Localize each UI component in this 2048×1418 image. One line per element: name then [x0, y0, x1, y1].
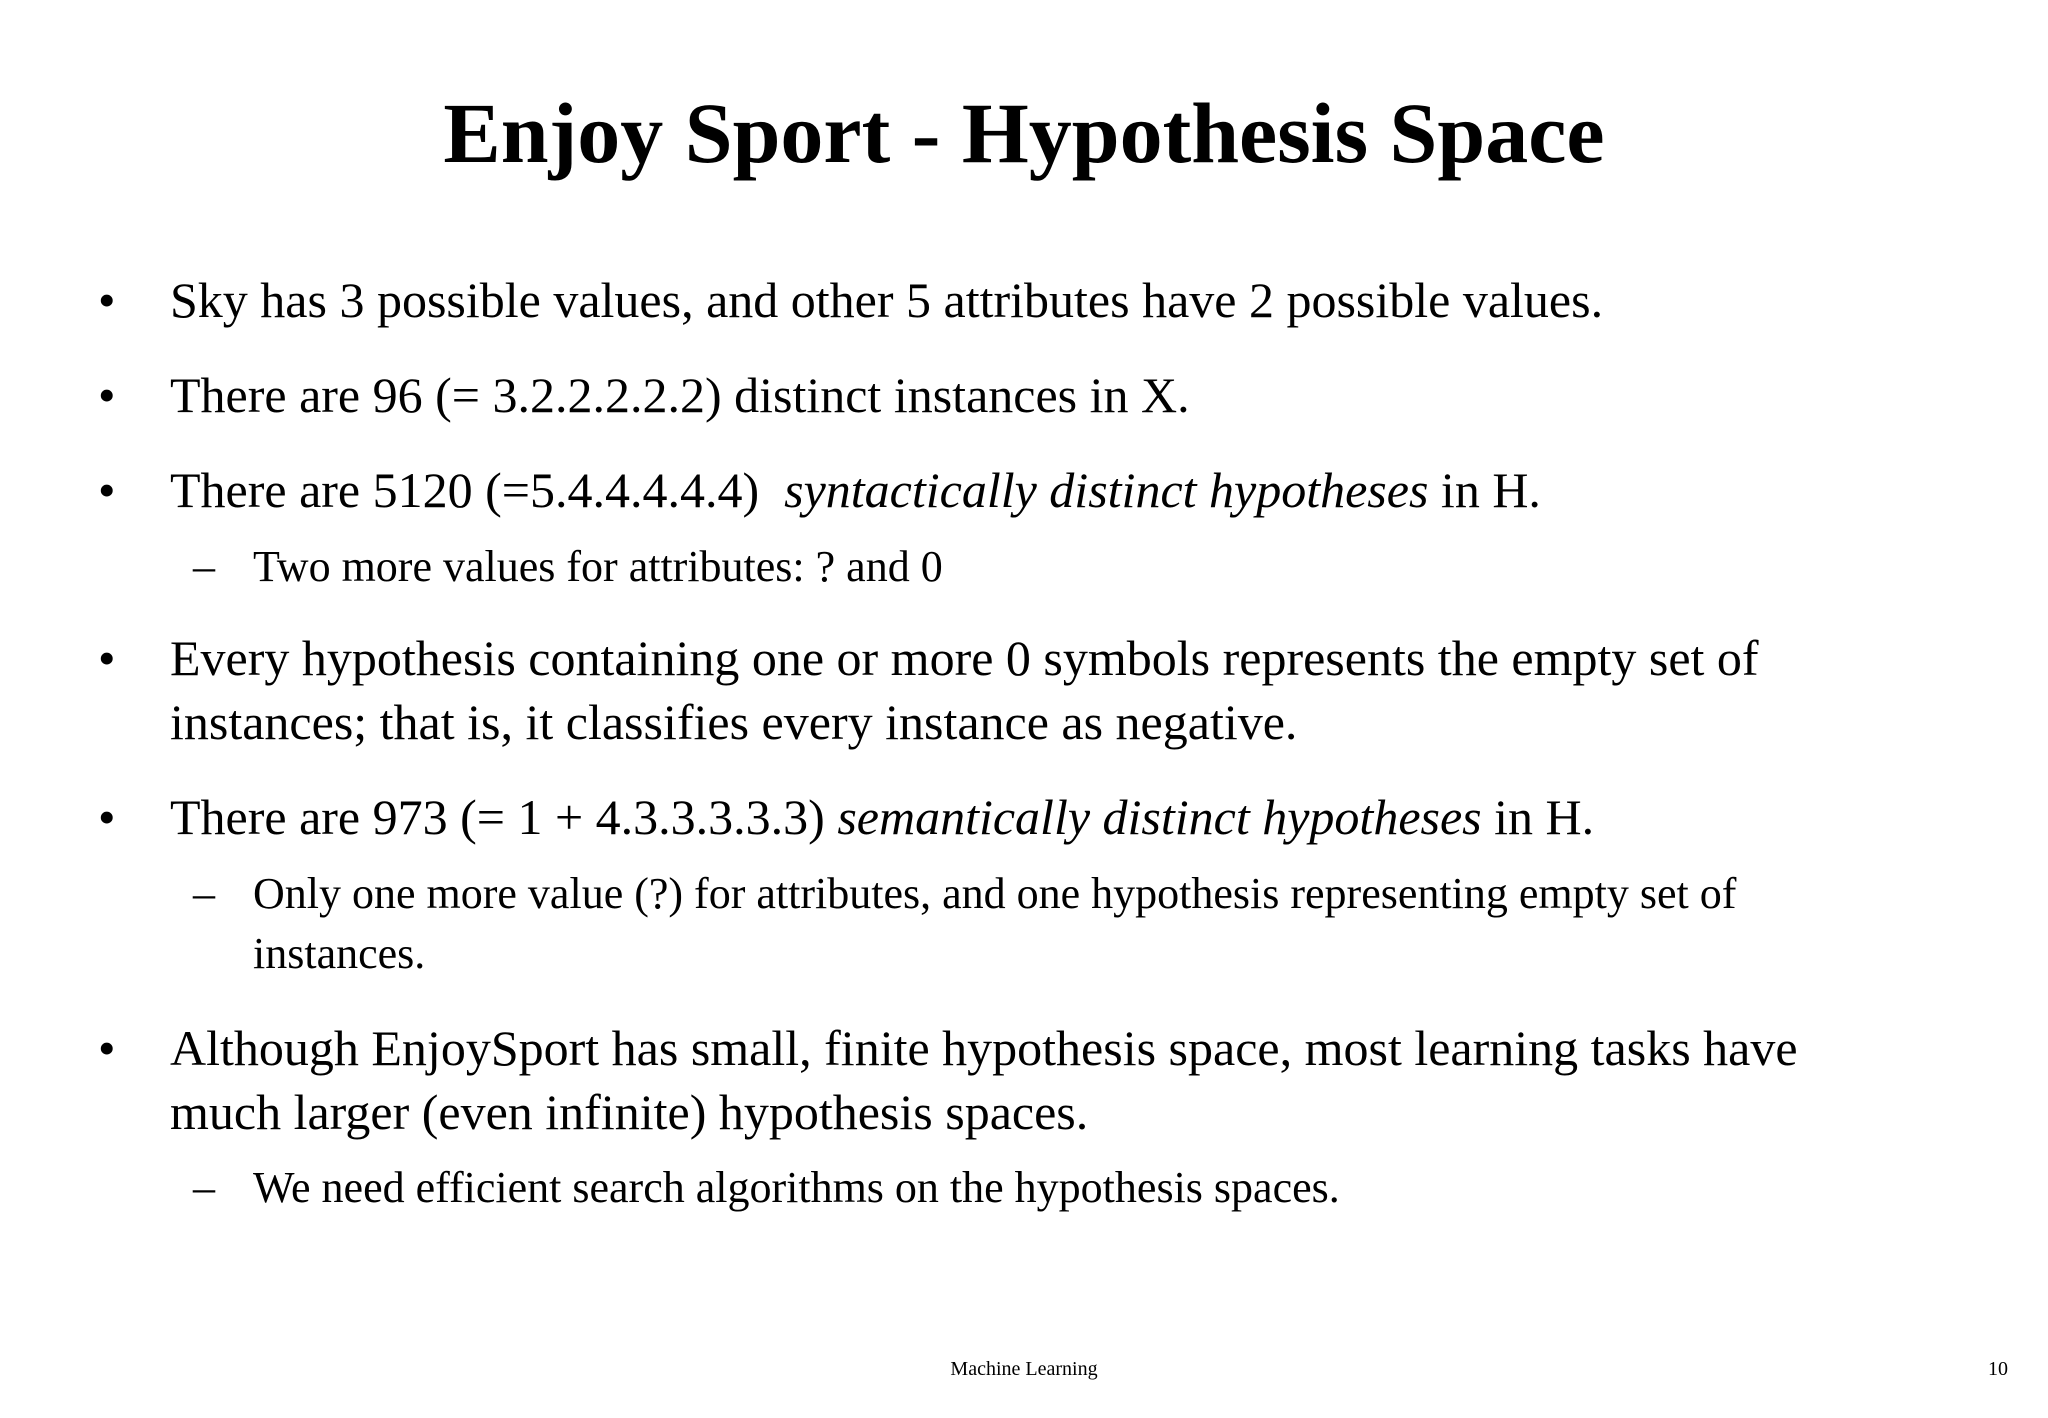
bullet-text-suffix: in H.: [1481, 789, 1595, 845]
sub-bullet-item: [193, 1158, 1913, 1218]
sub-bullet-text: Two more values for attributes: ? and 0: [253, 542, 943, 591]
bullet-text: Although EnjoySport has small, finite hypothesis space, most learning tasks have much larger (even infinite) hypothesis spaces.: [170, 1020, 1798, 1140]
bullet-item: [98, 458, 1910, 522]
bullet-text-prefix: There are 5120 (=5.4.4.4.4.4): [170, 462, 785, 518]
sub-bullet-marker: –: [193, 1163, 215, 1212]
sub-bullet-marker: –: [193, 542, 215, 591]
bullet-marker: •: [98, 272, 116, 328]
sub-bullet-text: Only one more value (?) for attributes, and one hypothesis representing empty set of instances.: [253, 869, 1737, 978]
bullet-item: [98, 1016, 1910, 1144]
footer-page-number: 10: [1988, 1358, 2008, 1380]
sub-bullet-item: [193, 537, 1913, 597]
bullet-marker: •: [98, 1020, 116, 1076]
bullet-item: [98, 785, 1910, 849]
bullet-marker: •: [98, 367, 116, 423]
bullet-item: [98, 363, 1910, 427]
sub-bullet-text: We need efficient search algorithms on the hypothesis spaces.: [253, 1163, 1340, 1212]
bullet-text-suffix: in H.: [1428, 462, 1541, 518]
bullet-text-emphasis: semantically distinct hypotheses: [837, 789, 1482, 845]
bullet-text-prefix: There are 973 (= 1 + 4.3.3.3.3.3): [170, 789, 838, 845]
bullet-marker: •: [98, 789, 116, 845]
bullet-marker: •: [98, 462, 116, 518]
sub-bullet-item: [193, 864, 1913, 984]
bullet-marker: •: [98, 630, 116, 686]
bullet-text: Every hypothesis containing one or more 0 symbols represents the empty set of instances; that is, it classifies every instance as negative.: [170, 630, 1759, 750]
sub-bullet-marker: –: [193, 869, 215, 918]
bullet-item: [98, 268, 1910, 332]
bullet-item: [98, 626, 1910, 754]
slide-title: Enjoy Sport - Hypothesis Space: [443, 85, 1605, 181]
bullet-text: There are 96 (= 3.2.2.2.2.2) distinct instances in X.: [170, 367, 1190, 423]
bullet-text: Sky has 3 possible values, and other 5 attributes have 2 possible values.: [170, 272, 1604, 328]
footer-course-name: Machine Learning: [950, 1358, 1098, 1380]
bullet-text-emphasis: syntactically distinct hypotheses: [784, 462, 1429, 518]
